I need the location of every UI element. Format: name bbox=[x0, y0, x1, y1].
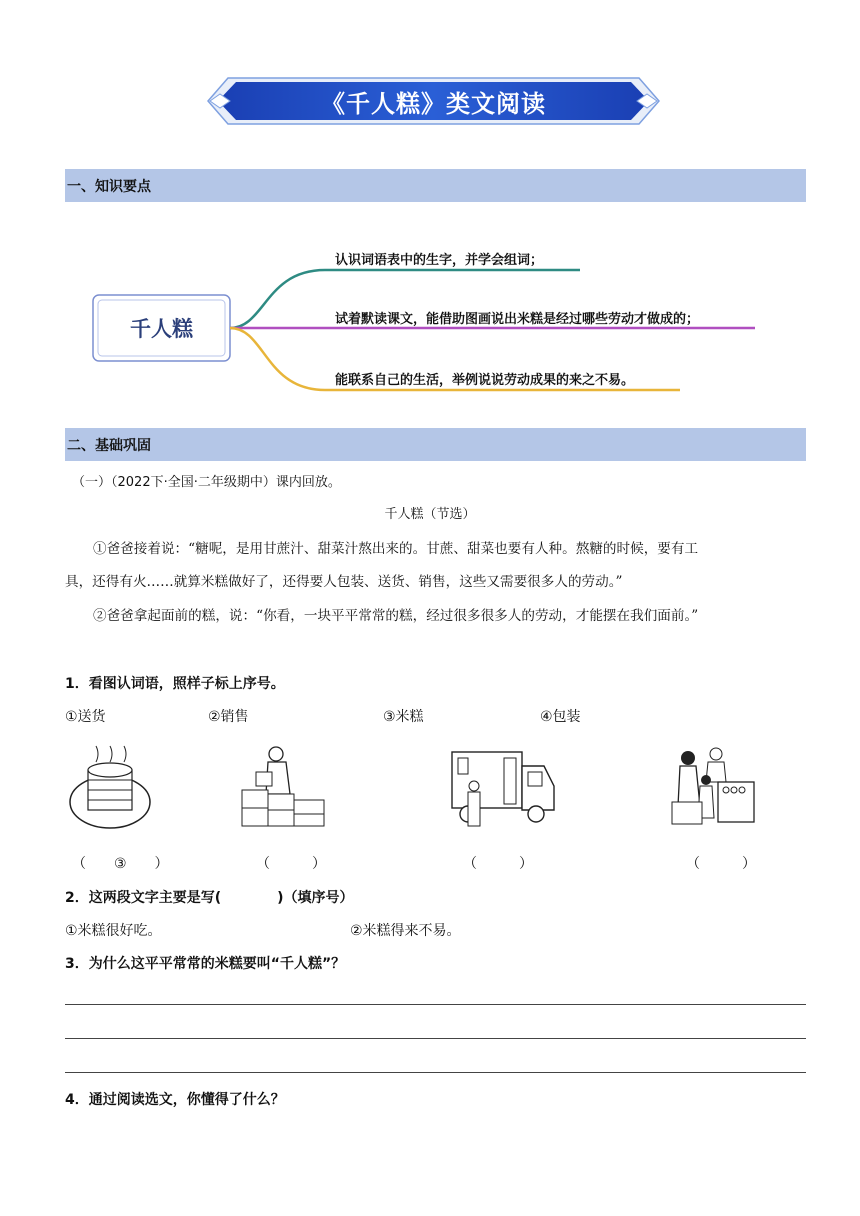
section-knowledge: 一、知识要点 bbox=[65, 169, 806, 202]
option-3: ③米糕 bbox=[383, 709, 424, 725]
mindmap-branch-3: 能联系自己的生活，举例说说劳动成果的来之不易。 bbox=[335, 373, 635, 388]
passage-p1-line2: 具，还得有火……就算米糕做好了，还得要人包装、送货、销售，这些又需要很多人的劳动。” bbox=[65, 574, 623, 590]
question-2: 2．这两段文字主要是写( )（填序号） bbox=[65, 890, 354, 906]
question-4: 4．通过阅读选文，你懂得了什么？ bbox=[65, 1092, 285, 1108]
answer-line-1[interactable] bbox=[65, 1004, 806, 1005]
option-1: ①送货 bbox=[65, 709, 106, 725]
answer-blank-4[interactable]: （ ） bbox=[686, 856, 756, 872]
packing-picture bbox=[240, 744, 330, 830]
answer-line-2[interactable] bbox=[65, 1038, 806, 1039]
answer-line-3[interactable] bbox=[65, 1072, 806, 1073]
q2-option-2: ②米糕得来不易。 bbox=[350, 923, 461, 939]
rice-cake-picture bbox=[66, 742, 154, 832]
passage-title: 千人糕（节选） bbox=[384, 507, 476, 522]
mindmap-center: 千人糕 bbox=[130, 317, 193, 341]
shop-picture bbox=[670, 746, 756, 830]
answer-blank-1[interactable]: （ ③ ） bbox=[72, 856, 169, 872]
passage-p1-line1: ①爸爸接着说：“糖呢，是用甘蔗汁、甜菜汁熬出来的。甘蔗、甜菜也要有人种。熬糖的时候，要有工 bbox=[93, 541, 699, 557]
answer-blank-2[interactable]: （ ） bbox=[256, 856, 326, 872]
option-2: ②销售 bbox=[208, 709, 249, 725]
question-1: 1．看图认词语，照样子标上序号。 bbox=[65, 676, 285, 692]
answer-blank-3[interactable]: （ ） bbox=[463, 856, 533, 872]
delivery-truck-picture bbox=[448, 748, 556, 830]
option-4: ④包装 bbox=[540, 709, 581, 725]
mindmap-branch-1: 认识词语表中的生字，并学会组词； bbox=[335, 253, 544, 268]
section-basic: 二、基础巩固 bbox=[65, 428, 806, 461]
part1-heading: （一）（2022下·全国·二年级期中）课内回放。 bbox=[72, 475, 341, 490]
passage-p2: ②爸爸拿起面前的糕，说：“你看，一块平平常常的糕，经过很多很多人的劳动，才能摆在我们面前。” bbox=[93, 608, 699, 624]
question-3: 3．为什么这平平常常的米糕要叫“千人糕”？ bbox=[65, 956, 346, 972]
q2-option-1: ①米糕很好吃。 bbox=[65, 923, 162, 939]
mindmap-branch-2: 试着默读课文，能借助图画说出米糕是经过哪些劳动才做成的； bbox=[335, 312, 700, 327]
page-title: 《千人糕》类文阅读 bbox=[321, 89, 546, 118]
